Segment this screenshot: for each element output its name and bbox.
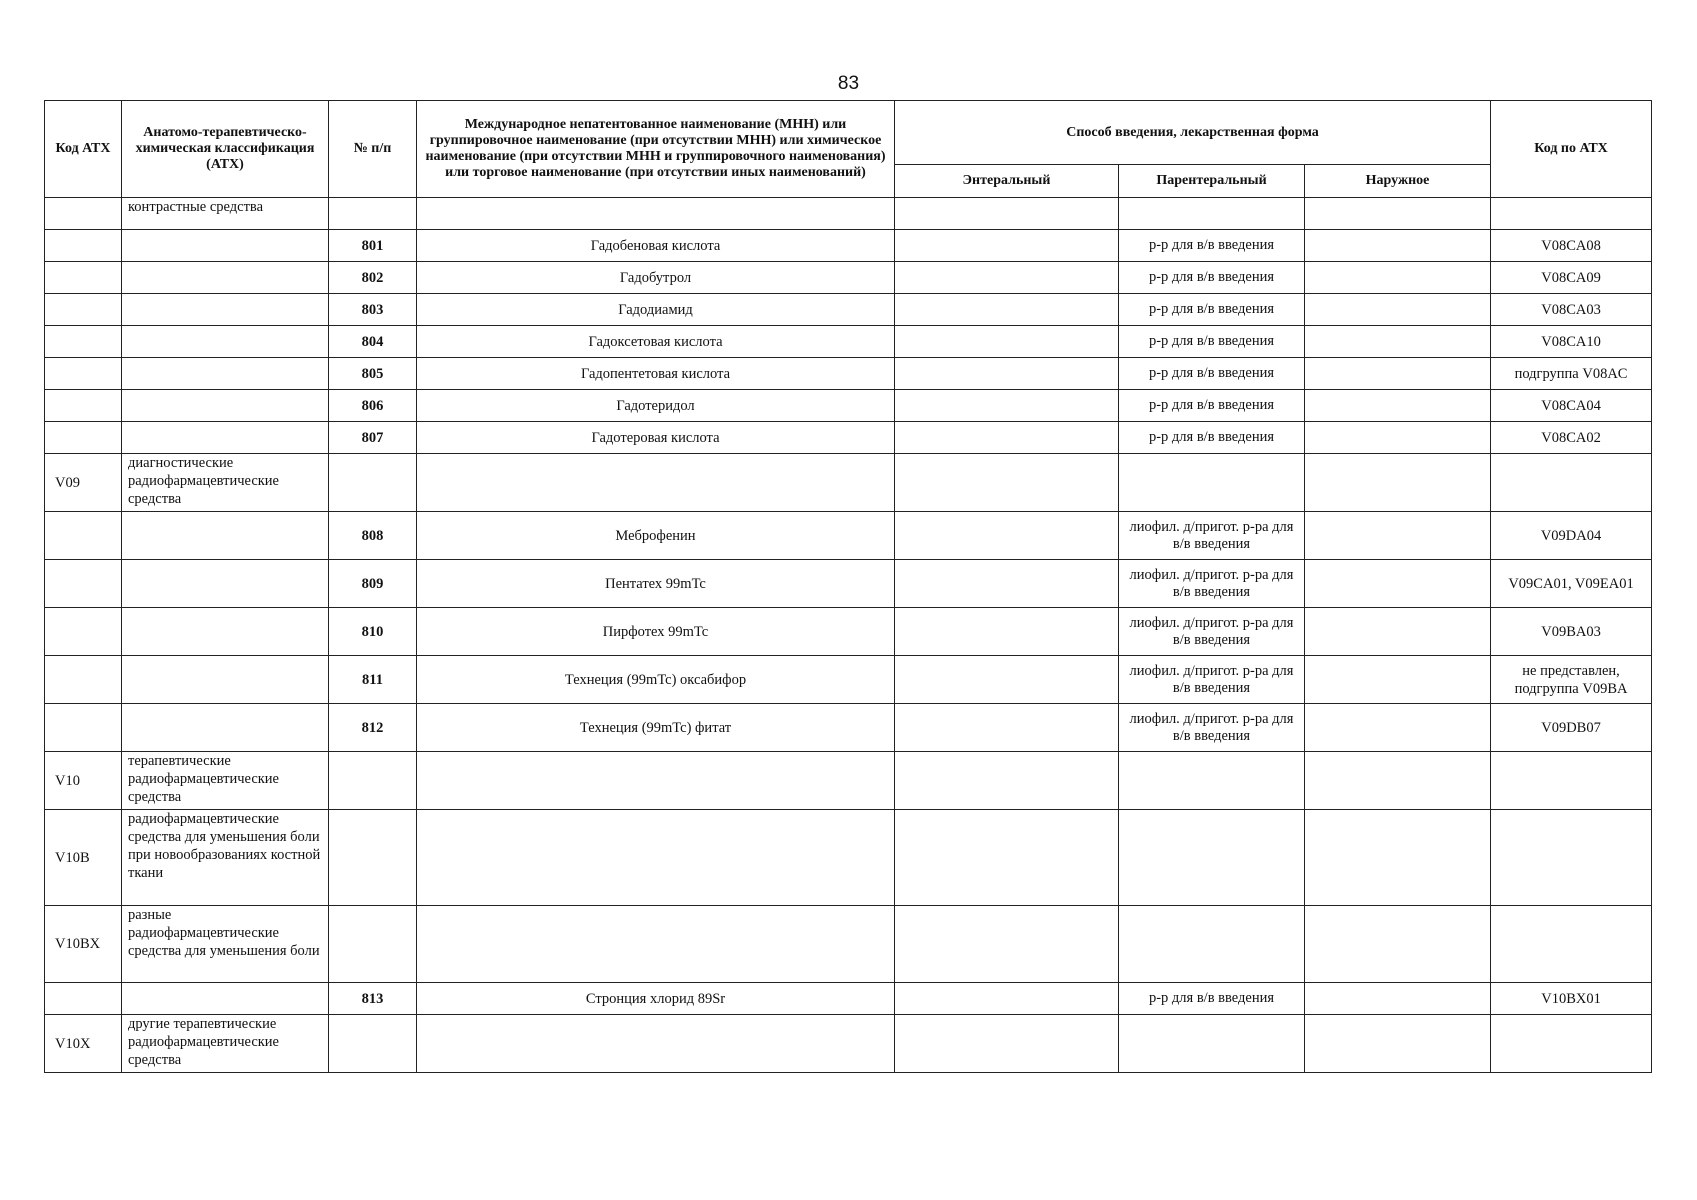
cell-code-atc: V10 <box>45 752 122 810</box>
table-header <box>45 101 1652 198</box>
cell-number: 806 <box>329 390 417 422</box>
cell-atc-code: V08CA08 <box>1491 230 1652 262</box>
cell-number <box>329 906 417 983</box>
cell-number: 801 <box>329 230 417 262</box>
cell-drug-name: Технеция (99mTc) фитат <box>417 704 895 752</box>
cell-classification <box>122 358 329 390</box>
table-row <box>45 422 1652 454</box>
cell-parenteral: р-р для в/в введения <box>1119 326 1305 358</box>
cell-external <box>1305 704 1491 752</box>
cell-number: 807 <box>329 422 417 454</box>
cell-atc-code: V09CA01, V09EA01 <box>1491 560 1652 608</box>
cell-code-atc <box>45 198 122 230</box>
cell-external <box>1305 810 1491 906</box>
cell-classification <box>122 704 329 752</box>
cell-drug-name <box>417 752 895 810</box>
cell-external <box>1305 230 1491 262</box>
cell-code-atc: V10X <box>45 1015 122 1073</box>
table-row <box>45 262 1652 294</box>
cell-number: 802 <box>329 262 417 294</box>
header-route-form: Способ введения, лекарственная форма <box>895 101 1491 165</box>
cell-atc-code: V08CA04 <box>1491 390 1652 422</box>
cell-code-atc: V10BX <box>45 906 122 983</box>
cell-enteral <box>895 608 1119 656</box>
table-row <box>45 358 1652 390</box>
cell-classification: разные радиофармацевтические средства для уменьшения боли <box>122 906 329 983</box>
cell-parenteral <box>1119 454 1305 512</box>
cell-atc-code: V08CA03 <box>1491 294 1652 326</box>
cell-code-atc <box>45 230 122 262</box>
cell-number: 813 <box>329 983 417 1015</box>
cell-number: 809 <box>329 560 417 608</box>
header-number: № п/п <box>329 101 417 198</box>
cell-classification <box>122 230 329 262</box>
cell-enteral <box>895 656 1119 704</box>
cell-parenteral: лиофил. д/пригот. р-ра для в/в введения <box>1119 560 1305 608</box>
cell-classification: другие терапевтические радиофармацевтические средства <box>122 1015 329 1073</box>
cell-enteral <box>895 422 1119 454</box>
cell-code-atc: V10B <box>45 810 122 906</box>
cell-parenteral <box>1119 1015 1305 1073</box>
header-external: Наружное <box>1305 165 1491 198</box>
cell-parenteral <box>1119 906 1305 983</box>
cell-code-atc <box>45 422 122 454</box>
cell-enteral <box>895 294 1119 326</box>
cell-number <box>329 1015 417 1073</box>
cell-classification <box>122 512 329 560</box>
cell-enteral <box>895 983 1119 1015</box>
table-row <box>45 390 1652 422</box>
cell-number <box>329 752 417 810</box>
cell-classification: контрастные средства <box>122 198 329 230</box>
cell-enteral <box>895 326 1119 358</box>
cell-number: 803 <box>329 294 417 326</box>
cell-external <box>1305 560 1491 608</box>
cell-atc-code: V10BX01 <box>1491 983 1652 1015</box>
cell-drug-name: Стронция хлорид 89Sr <box>417 983 895 1015</box>
cell-drug-name: Меброфенин <box>417 512 895 560</box>
cell-drug-name <box>417 454 895 512</box>
cell-drug-name: Гадоксетовая кислота <box>417 326 895 358</box>
header-name: Международное непатентованное наименование (МНН) или группировочное наименование (при отсутствии МНН) или химическое наименование (при отсутствии МНН и группировочного наименования) или торговое наименование (при отсутствии иных наименований) <box>417 101 895 198</box>
cell-parenteral: р-р для в/в введения <box>1119 390 1305 422</box>
cell-external <box>1305 358 1491 390</box>
table-row <box>45 1015 1652 1073</box>
drug-table <box>44 100 1652 1073</box>
cell-enteral <box>895 230 1119 262</box>
cell-external <box>1305 608 1491 656</box>
cell-classification: диагностические радиофармацевтические средства <box>122 454 329 512</box>
cell-drug-name: Гадобеновая кислота <box>417 230 895 262</box>
cell-parenteral: лиофил. д/пригот. р-ра для в/в введения <box>1119 512 1305 560</box>
cell-drug-name: Гадобутрол <box>417 262 895 294</box>
cell-code-atc <box>45 390 122 422</box>
cell-parenteral <box>1119 810 1305 906</box>
cell-external <box>1305 752 1491 810</box>
cell-external <box>1305 390 1491 422</box>
cell-code-atc <box>45 326 122 358</box>
cell-drug-name: Пентатех 99mTc <box>417 560 895 608</box>
cell-atc-code <box>1491 198 1652 230</box>
cell-code-atc: V09 <box>45 454 122 512</box>
cell-atc-code <box>1491 454 1652 512</box>
cell-enteral <box>895 198 1119 230</box>
cell-external <box>1305 906 1491 983</box>
cell-external <box>1305 262 1491 294</box>
cell-atc-code: V08CA09 <box>1491 262 1652 294</box>
cell-parenteral: р-р для в/в введения <box>1119 358 1305 390</box>
cell-enteral <box>895 810 1119 906</box>
cell-atc-code: V09DA04 <box>1491 512 1652 560</box>
cell-classification: радиофармацевтические средства для уменьшения боли при новообразованиях костной ткани <box>122 810 329 906</box>
cell-drug-name: Гадотеридол <box>417 390 895 422</box>
table-row <box>45 512 1652 560</box>
cell-enteral <box>895 752 1119 810</box>
cell-drug-name: Гадотеровая кислота <box>417 422 895 454</box>
cell-enteral <box>895 704 1119 752</box>
cell-enteral <box>895 358 1119 390</box>
cell-external <box>1305 198 1491 230</box>
cell-external <box>1305 983 1491 1015</box>
cell-parenteral <box>1119 752 1305 810</box>
cell-atc-code: V09BA03 <box>1491 608 1652 656</box>
table-row <box>45 983 1652 1015</box>
cell-classification <box>122 422 329 454</box>
cell-classification: терапевтические радиофармацевтические средства <box>122 752 329 810</box>
cell-number: 808 <box>329 512 417 560</box>
cell-enteral <box>895 262 1119 294</box>
cell-classification <box>122 294 329 326</box>
cell-parenteral: р-р для в/в введения <box>1119 294 1305 326</box>
cell-atc-code <box>1491 752 1652 810</box>
table-row <box>45 326 1652 358</box>
cell-enteral <box>895 512 1119 560</box>
cell-classification <box>122 608 329 656</box>
cell-atc-code: V09DB07 <box>1491 704 1652 752</box>
header-code-atc: Код АТХ <box>45 101 122 198</box>
cell-enteral <box>895 454 1119 512</box>
cell-parenteral: лиофил. д/пригот. р-ра для в/в введения <box>1119 704 1305 752</box>
table-row <box>45 230 1652 262</box>
cell-number: 805 <box>329 358 417 390</box>
table-row <box>45 656 1652 704</box>
cell-parenteral: р-р для в/в введения <box>1119 983 1305 1015</box>
header-parenteral: Парентеральный <box>1119 165 1305 198</box>
table-row <box>45 608 1652 656</box>
cell-drug-name <box>417 810 895 906</box>
header-enteral: Энтеральный <box>895 165 1119 198</box>
cell-external <box>1305 512 1491 560</box>
cell-enteral <box>895 906 1119 983</box>
cell-atc-code: V08CA02 <box>1491 422 1652 454</box>
cell-parenteral: р-р для в/в введения <box>1119 422 1305 454</box>
table-row <box>45 906 1652 983</box>
cell-code-atc <box>45 512 122 560</box>
cell-drug-name: Пирфотех 99mTc <box>417 608 895 656</box>
header-atc-code: Код по АТХ <box>1491 101 1652 198</box>
cell-atc-code <box>1491 906 1652 983</box>
cell-drug-name: Технеция (99mTc) оксабифор <box>417 656 895 704</box>
cell-parenteral: р-р для в/в введения <box>1119 230 1305 262</box>
cell-external <box>1305 294 1491 326</box>
table-row <box>45 704 1652 752</box>
cell-classification <box>122 560 329 608</box>
cell-classification <box>122 656 329 704</box>
cell-drug-name: Гадопентетовая кислота <box>417 358 895 390</box>
cell-drug-name <box>417 198 895 230</box>
cell-drug-name <box>417 1015 895 1073</box>
table-body <box>45 198 1652 1073</box>
cell-number: 810 <box>329 608 417 656</box>
cell-atc-code: V08CA10 <box>1491 326 1652 358</box>
cell-classification <box>122 390 329 422</box>
cell-external <box>1305 656 1491 704</box>
cell-parenteral <box>1119 198 1305 230</box>
cell-number <box>329 810 417 906</box>
table-row <box>45 810 1652 906</box>
cell-code-atc <box>45 983 122 1015</box>
cell-code-atc <box>45 262 122 294</box>
cell-atc-code: не представлен, подгруппа V09BA <box>1491 656 1652 704</box>
cell-drug-name <box>417 906 895 983</box>
cell-enteral <box>895 560 1119 608</box>
cell-external <box>1305 422 1491 454</box>
table-row <box>45 454 1652 512</box>
cell-number <box>329 454 417 512</box>
cell-code-atc <box>45 560 122 608</box>
cell-code-atc <box>45 294 122 326</box>
table-row <box>45 752 1652 810</box>
cell-drug-name: Гадодиамид <box>417 294 895 326</box>
page-number: 83 <box>837 73 860 94</box>
cell-atc-code <box>1491 810 1652 906</box>
cell-enteral <box>895 390 1119 422</box>
cell-atc-code: подгруппа V08AC <box>1491 358 1652 390</box>
cell-classification <box>122 326 329 358</box>
cell-number: 811 <box>329 656 417 704</box>
cell-code-atc <box>45 656 122 704</box>
cell-code-atc <box>45 608 122 656</box>
cell-number <box>329 198 417 230</box>
cell-parenteral: лиофил. д/пригот. р-ра для в/в введения <box>1119 608 1305 656</box>
table-row <box>45 294 1652 326</box>
cell-parenteral: р-р для в/в введения <box>1119 262 1305 294</box>
cell-external <box>1305 1015 1491 1073</box>
table-row <box>45 198 1652 230</box>
cell-code-atc <box>45 704 122 752</box>
table-row <box>45 560 1652 608</box>
header-classification: Анатомо-терапевтическо-химическая классификация (АТХ) <box>122 101 329 198</box>
cell-external <box>1305 326 1491 358</box>
cell-parenteral: лиофил. д/пригот. р-ра для в/в введения <box>1119 656 1305 704</box>
cell-number: 804 <box>329 326 417 358</box>
cell-atc-code <box>1491 1015 1652 1073</box>
cell-enteral <box>895 1015 1119 1073</box>
cell-external <box>1305 454 1491 512</box>
cell-classification <box>122 983 329 1015</box>
cell-number: 812 <box>329 704 417 752</box>
cell-classification <box>122 262 329 294</box>
cell-code-atc <box>45 358 122 390</box>
